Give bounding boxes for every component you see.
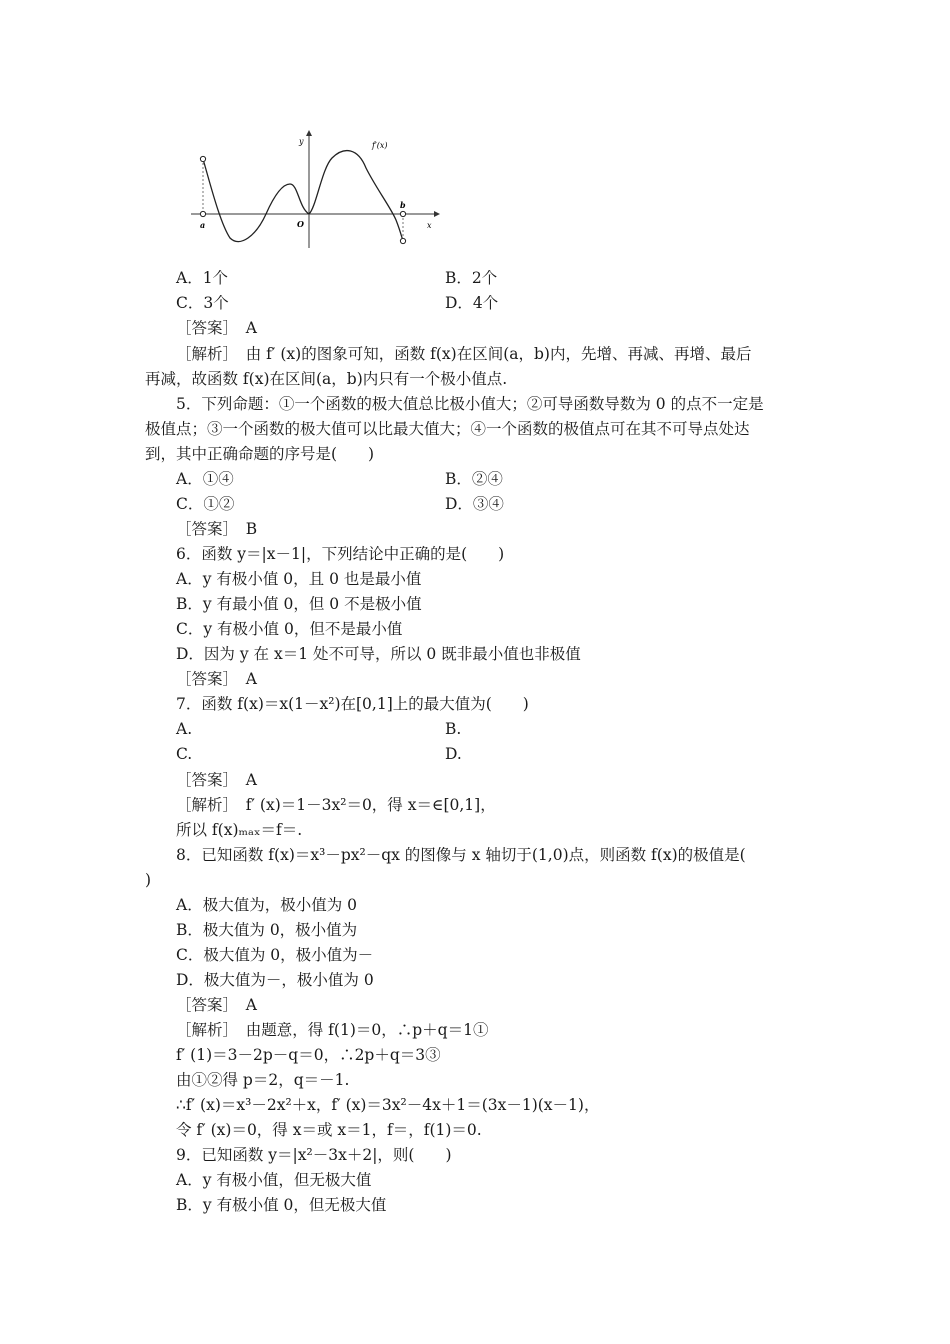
option-d: D．③④ xyxy=(445,495,504,513)
option-b: B．y 有极小值 0，但无极大值 xyxy=(176,1196,387,1214)
answer-line: ［答案］ A xyxy=(176,771,257,789)
question-9-line: 9．已知函数 y＝|x²－3x＋2|，则( ) xyxy=(176,1146,452,1164)
option-d: D．因为 y 在 x＝1 处不可导，所以 0 既非最小值也非极值 xyxy=(176,645,581,663)
derivative-graph xyxy=(186,128,440,250)
explanation-line: 令 f′ (x)＝0，得 x＝或 x＝1，f＝，f(1)＝0. xyxy=(176,1121,482,1139)
option-c: C．极大值为 0，极小值为－ xyxy=(176,946,374,964)
question-8-line: ) xyxy=(145,871,152,889)
option-a: A．①④ xyxy=(176,470,234,488)
explanation-line: f′ (1)＝3－2p－q＝0，∴2p＋q＝3③ xyxy=(176,1046,441,1064)
open-point-a-axis xyxy=(200,211,205,216)
explanation-line: 所以 f(x)ₘₐₓ＝f＝. xyxy=(176,821,303,839)
answer-line: ［答案］ A xyxy=(176,996,257,1014)
option-c: C. xyxy=(176,745,193,763)
origin-label: O xyxy=(297,219,304,229)
explanation-line: 由①②得 p＝2，q＝－1. xyxy=(176,1071,350,1089)
question-6-line: 6．函数 y＝|x－1|，下列结论中正确的是( ) xyxy=(176,545,505,563)
question-7-line: 7．函数 f(x)＝x(1－x²)在[0,1]上的最大值为( ) xyxy=(176,695,529,713)
option-b: B．y 有最小值 0，但 0 不是极小值 xyxy=(176,595,422,613)
question-5-line: 极值点；③一个函数的极大值可以比最大值大；④一个函数的极值点可在其不可导点处达 xyxy=(145,420,750,438)
option-c: C．y 有极小值 0，但不是最小值 xyxy=(176,620,403,638)
curve-label: f′(x) xyxy=(372,141,388,150)
answer-line: ［答案］ B xyxy=(176,520,258,538)
a-label: a xyxy=(200,220,206,230)
open-endpoint-a-top xyxy=(200,156,205,161)
question-5-line: 到，其中正确命题的序号是( ) xyxy=(145,445,375,463)
option-a: A．y 有极小值 0，且 0 也是最小值 xyxy=(176,570,422,588)
explanation-line: ［解析］ f′ (x)＝1－3x²＝0，得 x＝∈[0,1]， xyxy=(176,796,496,814)
option-a: A．1个 xyxy=(176,269,229,287)
open-endpoint-b-bottom xyxy=(400,238,405,243)
explanation-line: 再减，故函数 f(x)在区间(a，b)内只有一个极小值点. xyxy=(145,370,508,388)
option-b: B．②④ xyxy=(445,470,503,488)
x-axis-label: x xyxy=(427,221,432,230)
option-b: B. xyxy=(445,720,462,738)
question-8-line: 8．已知函数 f(x)＝x³－px²－qx 的图像与 x 轴切于(1,0)点，则函数 f(x)的极值是( xyxy=(176,846,746,864)
answer-line: ［答案］ A xyxy=(176,319,257,337)
x-axis-arrow xyxy=(434,211,440,217)
y-axis-label: y xyxy=(299,137,304,146)
explanation-line: ［解析］ 由 f′ (x)的图象可知，函数 f(x)在区间(a，b)内，先增、再减、再增、最后 xyxy=(176,345,752,363)
option-a: A．y 有极小值，但无极大值 xyxy=(176,1171,372,1189)
option-d: D. xyxy=(445,745,462,763)
option-c: C．3个 xyxy=(176,294,229,312)
option-a: A．极大值为，极小值为 0 xyxy=(176,896,357,914)
option-a: A. xyxy=(176,720,193,738)
question-5-line: 5．下列命题：①一个函数的极大值总比极小值大；②可导函数导数为 0 的点不一定是 xyxy=(176,395,764,413)
option-d: D．4个 xyxy=(445,294,499,312)
option-d: D．极大值为－，极小值为 0 xyxy=(176,971,374,989)
option-c: C．①② xyxy=(176,495,235,513)
explanation-line: ∴f′ (x)＝x³－2x²＋x，f′ (x)＝3x²－4x＋1＝(3x－1)(x－1)， xyxy=(176,1096,600,1114)
open-point-b-axis xyxy=(400,211,405,216)
explanation-line: ［解析］ 由题意，得 f(1)＝0，∴p＋q＝1① xyxy=(176,1021,489,1039)
option-b: B．极大值为 0，极小值为 xyxy=(176,921,358,939)
answer-line: ［答案］ A xyxy=(176,670,257,688)
option-b: B．2个 xyxy=(445,269,498,287)
b-label: b xyxy=(400,200,406,210)
y-axis-arrow xyxy=(306,130,312,136)
